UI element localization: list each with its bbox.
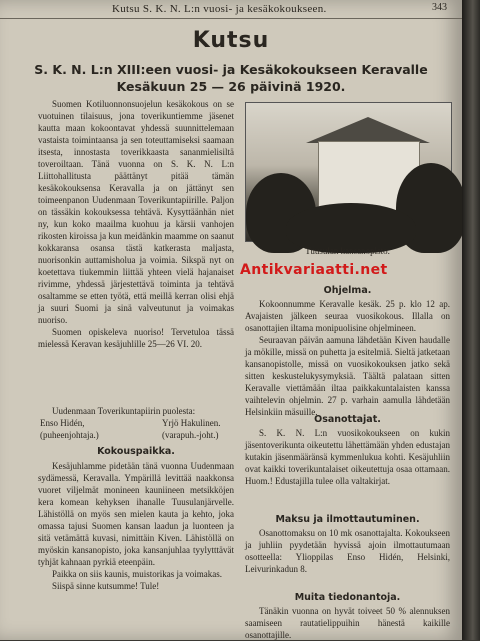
program-text — [245, 298, 450, 417]
fees-paragraph: Osanottomaksu on 10 mk osanottajalta. Kokoukseen ja juhliin pyydetään hyvissä ajoin ilmottautumaan osotteella: Ylioppilas Enso Hidén, Helsinki, Leivurinkadun 8. — [245, 528, 450, 574]
left-venue-text — [38, 460, 234, 640]
intro-paragraph: Suomen opiskeleva nuoriso! Tervetuloa tässä mielessä Keravan kesäjuhlille 25—26 VI. 20. — [38, 327, 234, 349]
signature-org: Uudenmaan Toverikuntapiirin puolesta: — [52, 406, 196, 416]
section-heading-participants: Osanottajat. — [314, 414, 381, 425]
running-header — [0, 0, 462, 19]
participants-text — [245, 427, 450, 511]
section-heading-venue: Kokouspaikka. — [97, 446, 175, 457]
other-text — [245, 605, 450, 640]
signer2-role: (varapuh.-joht.) — [162, 430, 219, 440]
fees-text — [245, 527, 450, 587]
venue-paragraph: Paikka on siis kaunis, muistorikas ja voimakas. — [52, 569, 222, 579]
watermark: Antikvariaatti.net — [240, 262, 388, 278]
signer1-name: Enso Hidén, — [40, 418, 85, 428]
intro-paragraph: Suomen Kotiluonnonsuojelun kesäkokous on se vuotuinen tilaisuus, jona toverikuntiemme jäsenet kautta maan kokoontavat yhdessä suunnittelemaan vastaista toimintaansa ja sen toteuttamiseksi saamaan itsesta, innostasta toverikkaasta sananmielisiltä toveroiltaan. Tänä vuonna on S. K. N. L:n Liittohallitusta päättänyt pitää tämän kesäkokouksensa Keravalla ja on jättänyt sen toimeenpanon Uudenmaan Toverikuntapiirille. Paljon on tässäkin kokouksessa tehtävä. Kysyttäänhän niet ny, kun koko maailma kuohuu ja kärsii vanhojen rikosten kiroissa ja kun meidänkin maamme on saanut kokkaransa osansa tästä katkerasta maljasta, nuorisonkin auttamisholua ja voimia. Sikspä nyt on koetettava tiukemmin liittää yhteen vielä hajanaiset rivimme, yhdessä järjestettävä toiminta ja tehtävä osaltamme se etten työtä, että meillä kerran olisi ehjä ja suuri Suomi ja sinä valveutunut ja voimakas nuoriso. — [38, 99, 234, 325]
venue-paragraph: Siispä sinne kutsumme! Tule! — [52, 581, 160, 591]
section-heading-other: Muita tiedonantoja. — [294, 592, 401, 603]
section-heading-fees: Maksu ja ilmottautuminen. — [275, 514, 420, 525]
photo-roof — [306, 117, 430, 143]
program-paragraph: Seuraavan päivän aamuna lähdetään Kiven haudalle ja mökille, missä on puhetta ja esitelmiä. Sieltä jatketaan kansanopistolle, missä on vuosikokouksen jatko sekä sitten keskustelukysymyksiä. Täältä palataan sitten Keravalle viettämään iltaa paikkakuntalaisten kanssa vaihtelevin ohjelmin. 27 p. varhain aamulla lähdetään Helsinkiin mäsuille. — [245, 335, 450, 417]
signer1-role: (puheenjohtaja.) — [40, 430, 99, 440]
section-heading-program: Ohjelma. — [323, 285, 372, 296]
book-binding — [462, 0, 480, 640]
left-intro-text — [38, 98, 234, 398]
article-title: Kutsu — [192, 28, 270, 53]
running-title: Kutsu S. K. N. L:n vuosi- ja kesäkokoukseen. — [112, 3, 327, 15]
signer2-name: Yrjö Hakulinen. — [162, 418, 221, 428]
participants-paragraph: S. K. N. L:n vuosikokoukseen on kukin jäsentoverikunta oikeutettu lähettämään yhden edustajan kutakin jäsenmääränsä kymmenlukua kohti. Kesäjuhliin ovat kaikki toverikuntalaiset oikeutettuja osaa ottamaan. Huom.! Edustajilla tulee olla valtakirjat. — [245, 428, 450, 486]
article-subtitle-line1: S. K. N. L:n XIII:een vuosi- ja Kesäkokoukseen Keravalle — [34, 62, 428, 77]
venue-paragraph: Kesäjuhlamme pidetään tänä vuonna Uudenmaan sydämessä, Keravalla. Ympärillä levittää naakkonsa vuoret viljelmät monineen kauniineen metsikköjen kera komean kehyksen ihanalle Tuusulanjärvelle. Lähistöllä on myös sen mielen kauta ja kehto, joka omassa tajusi Suomen kansan laadun ja luonteen ja sitä vetämättä kuvasi, nimittäin Kiven. Lähistöllä on myöskin kansanopisto, joka kansanjuhlaa tyylytttävät tyhjät kahnaan pyrkiä eteenpäin. — [38, 461, 234, 567]
program-paragraph: Kokoonnumme Keravalle kesäk. 25 p. klo 12 ap. Avajaisten jälkeen seuraa vuosikokous. Illalla on osanottajien iltama monipuolisine ohjelmineen. — [245, 299, 450, 333]
other-paragraph: Tänäkin vuonna on hyvät toiveet 50 % alennuksen saamiseen rautatielippuihin hänestä kaikille osanottajille. — [245, 606, 450, 640]
page-number: 343 — [432, 2, 447, 13]
school-photograph — [245, 102, 452, 242]
photo-caption: Tuusulan kansanopisto. — [305, 246, 390, 256]
article-subtitle-line2: Kesäkuun 25 — 26 päivinä 1920. — [116, 79, 346, 94]
